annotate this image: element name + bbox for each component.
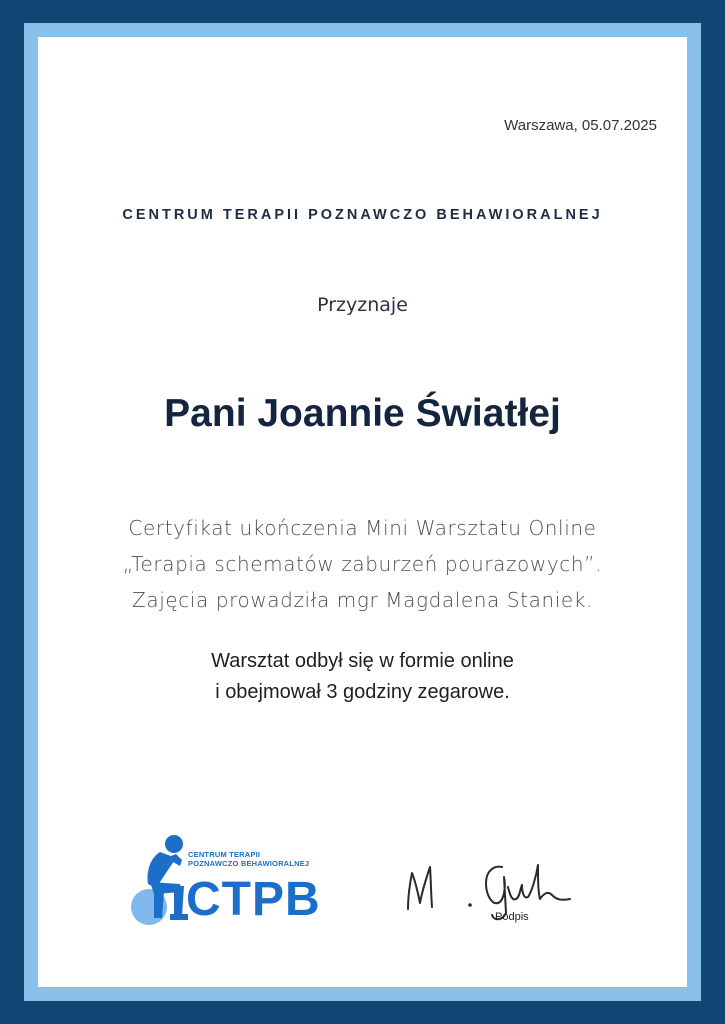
handwritten-signature xyxy=(398,847,598,937)
place-date: Warszawa, 05.07.2025 xyxy=(504,117,657,134)
description-line: „Terapia schematów zaburzeń pourazowych”. xyxy=(122,552,603,576)
info-line: i obejmował 3 godziny zegarowe. xyxy=(215,681,510,703)
workshop-info xyxy=(38,646,687,708)
organization-name: CENTRUM TERAPII POZNAWCZO BEHAWIORALNEJ xyxy=(122,207,603,223)
ctpb-logo xyxy=(124,832,334,932)
recipient-name: Pani Joannie Światłej xyxy=(164,392,561,435)
grants-label: Przyznaje xyxy=(317,294,408,316)
logo-text-line1: CENTRUM TERAPII xyxy=(188,850,261,859)
certificate-page xyxy=(38,37,687,987)
description-line: Zajęcia prowadziła mgr Magdalena Staniek. xyxy=(132,588,593,612)
description-line: Certyfikat ukończenia Mini Warsztatu Online xyxy=(128,516,597,540)
info-line: Warsztat odbył się w formie online xyxy=(211,650,514,672)
logo-text-line2: POZNAWCZO BEHAWIORALNEJ xyxy=(188,859,310,868)
signature-label: Podpis xyxy=(495,911,529,923)
certificate-description xyxy=(38,510,687,618)
logo-acronym: CTPB xyxy=(186,873,321,926)
